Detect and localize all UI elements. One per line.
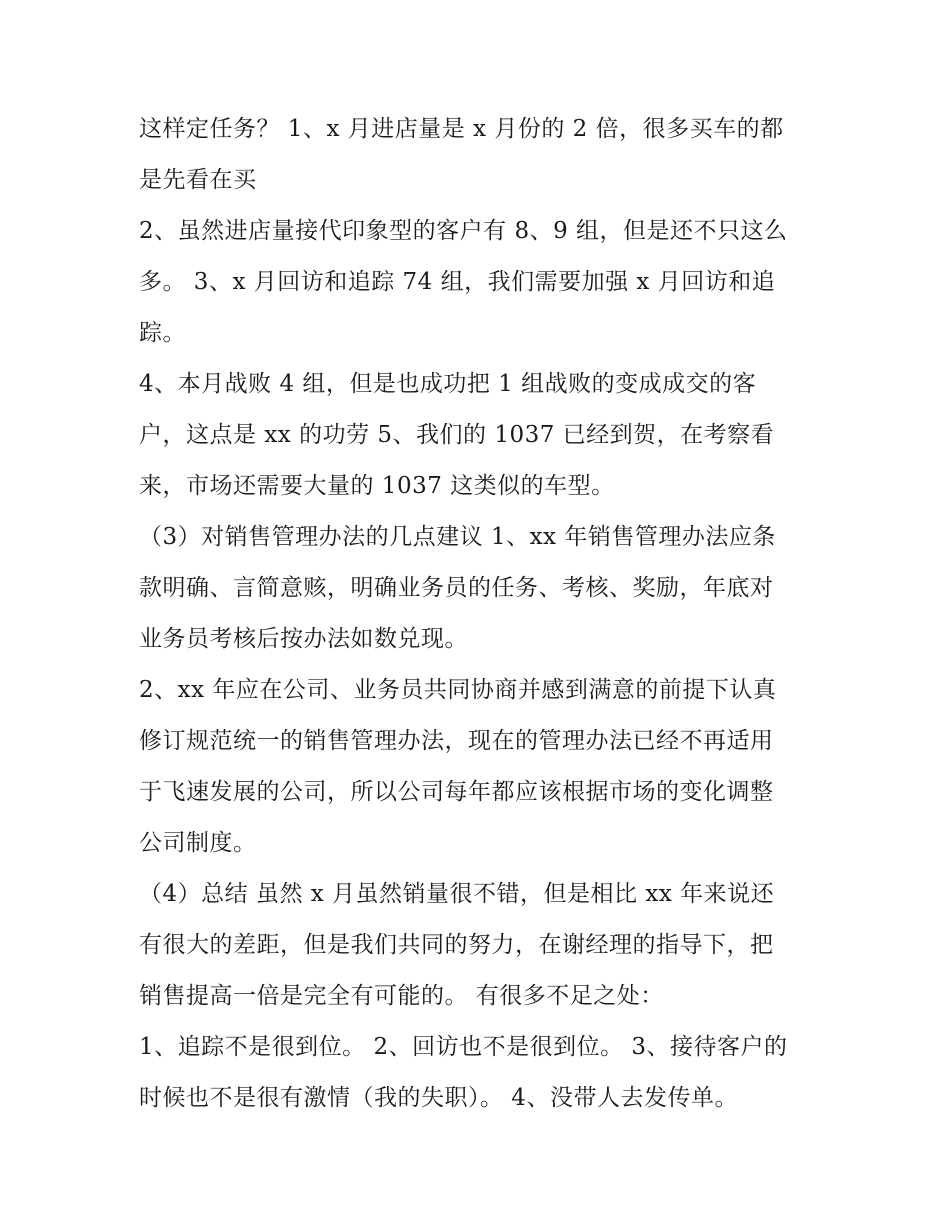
document-body: [139, 104, 829, 1124]
text-line: 于飞速发展的公司，所以公司每年都应该根据市场的变化调整: [139, 779, 774, 805]
text-line: （4）总结 虽然 x 月虽然销量很不错，但是相比 xx 年来说还: [139, 881, 775, 907]
text-line: 2、虽然进店量接代印象型的客户有 8、9 组，但是还不只这么: [139, 218, 788, 244]
text-line: 踪。: [139, 320, 186, 346]
text-line: 时候也不是很有激情（我的失职）。 4、没带人去发传单。: [139, 1085, 738, 1111]
text-line: 1、追踪不是很到位。 2、回访也不是很到位。 3、接待客户的: [139, 1034, 788, 1060]
text-line: 户，这点是 xx 的功劳 5、我们的 1037 已经到贺，在考察看: [139, 422, 775, 448]
text-line: 有很大的差距，但是我们共同的努力，在谢经理的指导下，把: [139, 932, 774, 958]
text-line: 业务员考核后按办法如数兑现。: [139, 626, 468, 652]
text-line: 来，市场还需要大量的 1037 这类似的车型。: [139, 473, 615, 499]
text-line: 这样定任务？ 1、x 月进店量是 x 月份的 2 倍，很多买车的都: [139, 116, 784, 142]
text-line: 款明确、言简意赅，明确业务员的任务、考核、奖励，年底对: [139, 575, 774, 601]
text-line: 多。 3、x 月回访和追踪 74 组，我们需要加强 x 月回访和追: [139, 269, 776, 295]
text-line: （3）对销售管理办法的几点建议 1、xx 年销售管理办法应条: [139, 524, 776, 550]
text-line: 是先看在买: [139, 167, 257, 193]
text-line: 4、本月战败 4 组，但是也成功把 1 组战败的变成成交的客: [139, 371, 757, 397]
text-line: 销售提高一倍是完全有可能的。 有很多不足之处：: [139, 983, 664, 1009]
text-line: 2、xx 年应在公司、业务员共同协商并感到满意的前提下认真: [139, 677, 777, 703]
text-line: 修订规范统一的销售管理办法，现在的管理办法已经不再适用: [139, 728, 774, 754]
text-line: 公司制度。: [139, 830, 257, 856]
